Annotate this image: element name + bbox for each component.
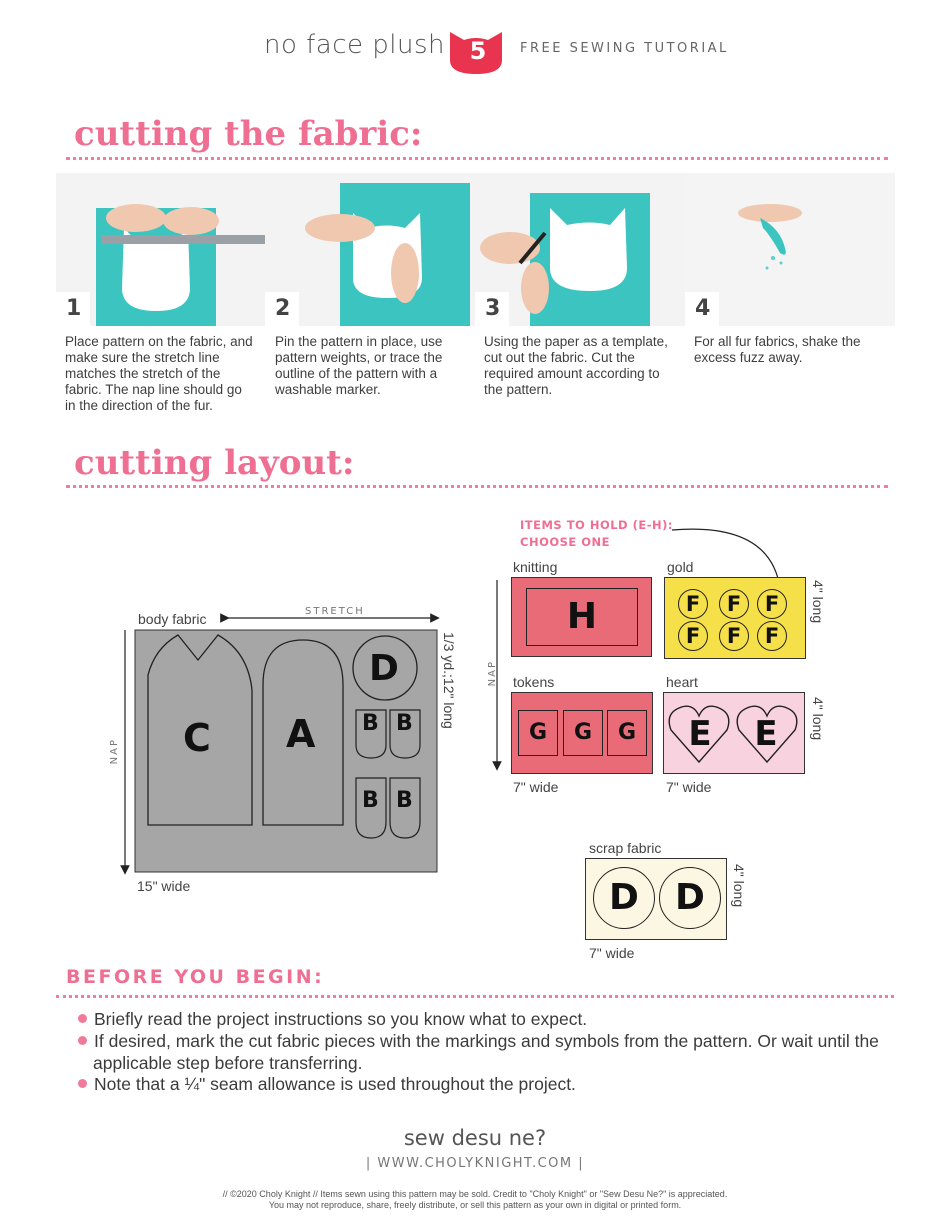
nap-label: NAP bbox=[109, 738, 120, 765]
bullet-icon bbox=[78, 1079, 87, 1088]
section-divider bbox=[66, 485, 888, 488]
section-divider bbox=[66, 157, 888, 160]
piece-b: B bbox=[362, 711, 379, 736]
bullet-text: If desired, mark the cut fabric pieces with the markings and symbols from the pattern. Or wait until the applicable step before transferring. bbox=[93, 1031, 879, 1073]
piece-f: F bbox=[757, 589, 787, 619]
piece-h: H bbox=[526, 588, 638, 646]
tokens-width-label: 7" wide bbox=[513, 779, 559, 795]
footer-brand: sew desu ne? bbox=[403, 1126, 547, 1150]
knitting-fabric bbox=[511, 577, 652, 657]
items-nap-label: NAP bbox=[487, 660, 498, 687]
step-1-number: 1 bbox=[66, 296, 82, 321]
scrap-label: scrap fabric bbox=[589, 840, 662, 856]
heart-label: heart bbox=[666, 674, 698, 690]
piece-g: G bbox=[563, 710, 603, 756]
piece-g: G bbox=[607, 710, 647, 756]
stretch-label: STRETCH bbox=[305, 606, 365, 617]
piece-e: E bbox=[754, 714, 778, 754]
heart-length-label: 4" long bbox=[810, 697, 826, 741]
step-1-text: Place pattern on the fabric, and make sure the stretch line matches the stretch of the fabric. The nap line should go in the direction of the fur. bbox=[65, 334, 253, 413]
scrap-width-label: 7" wide bbox=[589, 945, 635, 961]
piece-a: A bbox=[286, 712, 316, 756]
piece-d: D bbox=[593, 867, 655, 929]
piece-f: F bbox=[719, 621, 749, 651]
piece-f: F bbox=[678, 621, 708, 651]
piece-b: B bbox=[396, 711, 413, 736]
bullet-item bbox=[78, 1030, 883, 1074]
bullet-icon bbox=[78, 1014, 87, 1023]
section-divider bbox=[56, 995, 894, 998]
body-width-label: 15" wide bbox=[137, 878, 191, 894]
piece-b: B bbox=[396, 788, 413, 813]
piece-e: E bbox=[688, 714, 712, 754]
bullet-item bbox=[78, 1073, 878, 1095]
cutting-layout-heading: cutting layout: bbox=[74, 443, 355, 483]
body-fabric-label: body fabric bbox=[138, 611, 207, 627]
knitting-label: knitting bbox=[513, 559, 558, 575]
gold-length-label: 4" long bbox=[810, 580, 826, 624]
document-title: no face plush bbox=[264, 30, 446, 60]
footer-url[interactable]: | WWW.CHOLYKNIGHT.COM | bbox=[365, 1156, 585, 1171]
step-4-number: 4 bbox=[695, 296, 711, 321]
piece-g: G bbox=[518, 710, 558, 756]
bullet-text: Briefly read the project instructions so you know what to expect. bbox=[94, 1009, 588, 1029]
cutting-fabric-heading: cutting the fabric: bbox=[74, 114, 423, 154]
bullet-text: Note that a ¼" seam allowance is used throughout the project. bbox=[94, 1074, 576, 1094]
body-fabric-diagram bbox=[100, 600, 460, 885]
piece-b: B bbox=[362, 788, 379, 813]
tokens-label: tokens bbox=[513, 674, 555, 690]
body-length-label: 1/3 yd.;12" long bbox=[441, 632, 457, 729]
step-2-text: Pin the pattern in place, use pattern weights, or trace the outline of the pattern with a washable marker. bbox=[275, 334, 443, 397]
footer-copyright-line1: // ©2020 Choly Knight // Items sewn using this pattern may be sold. Credit to "Choly Knight" or "Sew Desu Ne?" is appreciated. bbox=[222, 1189, 728, 1199]
step-3-text: Using the paper as a template, cut out the fabric. Cut the required amount according to the pattern. bbox=[484, 334, 668, 397]
gold-label: gold bbox=[667, 559, 694, 575]
items-nap-arrow bbox=[490, 578, 504, 774]
page-number: 5 bbox=[469, 37, 487, 65]
piece-c: C bbox=[183, 716, 211, 760]
step-2-number: 2 bbox=[275, 296, 291, 321]
bullet-icon bbox=[78, 1036, 87, 1045]
bullet-item bbox=[78, 1008, 878, 1030]
heart-width-label: 7" wide bbox=[666, 779, 712, 795]
before-you-begin-heading: BEFORE YOU BEGIN: bbox=[66, 966, 325, 988]
piece-d: D bbox=[369, 648, 399, 689]
items-note-line2: CHOOSE ONE bbox=[520, 535, 611, 549]
items-note-line1: ITEMS TO HOLD (E-H): bbox=[520, 518, 673, 532]
piece-f: F bbox=[678, 589, 708, 619]
document-subtitle: FREE SEWING TUTORIAL bbox=[520, 41, 729, 56]
step-4-text: For all fur fabrics, shake the excess fuzz away. bbox=[694, 334, 861, 365]
piece-f: F bbox=[757, 621, 787, 651]
step-3-number: 3 bbox=[485, 296, 501, 321]
piece-d: D bbox=[659, 867, 721, 929]
piece-f: F bbox=[719, 589, 749, 619]
footer-copyright-line2: You may not reproduce, share, freely distribute, or sell this pattern as your own in digital or printed form. bbox=[268, 1200, 682, 1210]
scrap-length-label: 4" long bbox=[731, 864, 747, 908]
